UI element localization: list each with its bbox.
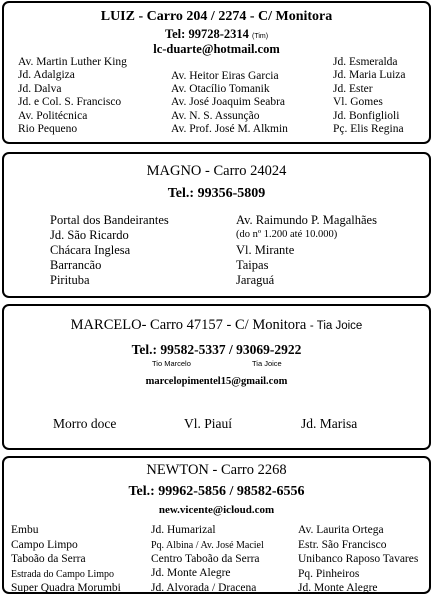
marcelo-header bbox=[4, 318, 429, 333]
list-item: Jd. Adalgiza bbox=[18, 69, 75, 82]
luiz-areas-col2 bbox=[171, 71, 288, 136]
list-item: Vl. Mirante bbox=[236, 243, 295, 257]
newton-areas-col1 bbox=[11, 525, 121, 594]
area-item: Jd. Marisa bbox=[301, 416, 358, 431]
car-info: Carro 24024 bbox=[213, 163, 287, 179]
car-info: Carro 47157 - C/ Monitora bbox=[150, 317, 307, 333]
list-item: Vl. Gomes bbox=[333, 96, 383, 109]
phone-carrier-note: (Tim) bbox=[251, 33, 269, 40]
luiz-card bbox=[2, 1, 431, 144]
newton-card bbox=[2, 456, 431, 594]
list-item: Taboão da Serra bbox=[11, 553, 86, 565]
newton-areas-col3 bbox=[298, 525, 418, 595]
list-item: Pirituba bbox=[50, 273, 90, 287]
list-item: Pq. Albina / Av. José Maciel bbox=[151, 539, 264, 551]
list-item: Av. Heitor Eiras Garcia bbox=[171, 69, 279, 82]
list-item: Jd. São Ricardo bbox=[50, 228, 129, 242]
list-item: Embu bbox=[11, 524, 39, 536]
list-item: Av. N. S. Assunção bbox=[171, 109, 260, 122]
list-item: Jd. Monte Alegre bbox=[298, 582, 378, 594]
car-info: Carro 204 / 2274 - C/ Monitora bbox=[146, 9, 333, 24]
list-item: Pq. Pinheiros bbox=[298, 567, 360, 580]
list-item: Unibanco Raposo Tavares bbox=[298, 553, 419, 565]
list-item: Av. Raimundo P. Magalhães bbox=[236, 213, 377, 227]
list-item: Jd. Monte Alegre bbox=[151, 567, 231, 579]
area-item: Vl. Piauí bbox=[184, 416, 233, 431]
separator: - bbox=[205, 163, 210, 179]
newton-email: new.vicente@icloud.com bbox=[158, 504, 275, 516]
magno-header bbox=[4, 164, 429, 179]
list-item-note: (do nº 1.200 até 10.000) bbox=[236, 229, 338, 240]
marcelo-card bbox=[2, 304, 431, 450]
phone-numbers: 99582-5337 / 93069-2922 bbox=[160, 342, 302, 357]
phone-owner-note-1: Tio Marcelo bbox=[152, 359, 191, 368]
list-item: Jd. Humarizal bbox=[151, 524, 216, 536]
phone-label: Tel.: bbox=[131, 342, 157, 357]
newton-areas-col2 bbox=[151, 525, 264, 594]
phone-label: Tel: bbox=[164, 27, 186, 41]
marcelo-phone-line bbox=[4, 343, 429, 357]
list-item: Jd. Maria Luiza bbox=[333, 69, 406, 82]
monitor-name: - Tia Joice bbox=[309, 320, 363, 332]
luiz-email: lc-duarte@hotmail.com bbox=[153, 42, 280, 56]
separator: - bbox=[141, 317, 147, 333]
driver-name: LUIZ bbox=[100, 9, 135, 24]
list-item: Taipas bbox=[236, 258, 269, 272]
magno-areas-col2 bbox=[236, 214, 377, 287]
list-item: Jd. Ester bbox=[333, 82, 373, 95]
luiz-areas-col3 bbox=[333, 57, 406, 135]
list-item: Portal dos Bandeirantes bbox=[50, 213, 169, 227]
list-item: Av. Martin Luther King bbox=[18, 56, 127, 68]
newton-phone: Tel.: 99962-5856 / 98582-6556 bbox=[128, 484, 305, 499]
list-item: Jd. e Col. S. Francisco bbox=[18, 96, 122, 109]
phone-number: 99728-2314 bbox=[188, 27, 249, 41]
list-item: Estrada do Campo Limpo bbox=[11, 568, 115, 580]
list-item: Av. Laurita Ortega bbox=[298, 524, 384, 536]
area-item: Morro doce bbox=[53, 416, 117, 431]
list-item: Super Quadra Morumbi bbox=[11, 581, 121, 594]
list-item: Barrancão bbox=[50, 258, 102, 272]
list-item: Pç. Elis Regina bbox=[333, 122, 404, 135]
separator: - bbox=[138, 9, 144, 24]
luiz-phone-line bbox=[4, 28, 429, 41]
magno-card bbox=[2, 152, 431, 298]
list-item: Jd. Bonfiglioli bbox=[333, 109, 400, 122]
list-item: Estr. São Francisco bbox=[298, 538, 387, 551]
newton-header bbox=[4, 463, 429, 478]
list-item: Av. Otacílio Tomanik bbox=[171, 82, 270, 95]
list-item: Centro Taboão da Serra bbox=[151, 552, 260, 565]
list-item: Chácara Inglesa bbox=[50, 243, 131, 257]
driver-name: MAGNO bbox=[146, 163, 202, 179]
separator: - bbox=[212, 462, 218, 478]
luiz-areas-col1 bbox=[18, 57, 127, 135]
phone-owner-note-2: Tia Joice bbox=[252, 359, 282, 368]
list-item: Jd. Alvorada / Dracena bbox=[151, 581, 257, 594]
list-item: Rio Pequeno bbox=[18, 122, 78, 135]
magno-phone: Tel.: 99356-5809 bbox=[167, 186, 266, 201]
list-item: Jd. Dalva bbox=[18, 82, 62, 95]
list-item: Campo Limpo bbox=[11, 538, 78, 551]
list-item: Av. José Joaquim Seabra bbox=[171, 96, 286, 109]
luiz-header bbox=[4, 10, 429, 24]
car-info: Carro 2268 bbox=[221, 462, 287, 478]
magno-areas-col1 bbox=[50, 214, 169, 287]
list-item: Av. Prof. José M. Alkmin bbox=[171, 123, 288, 136]
list-item: Jaraguá bbox=[236, 273, 275, 287]
marcelo-email: marcelopimentel15@gmail.com bbox=[145, 376, 288, 387]
driver-name: NEWTON bbox=[146, 462, 209, 478]
driver-name: MARCELO bbox=[70, 317, 142, 333]
list-item: Jd. Esmeralda bbox=[333, 56, 398, 68]
list-item: Av. Politécnica bbox=[18, 109, 88, 122]
